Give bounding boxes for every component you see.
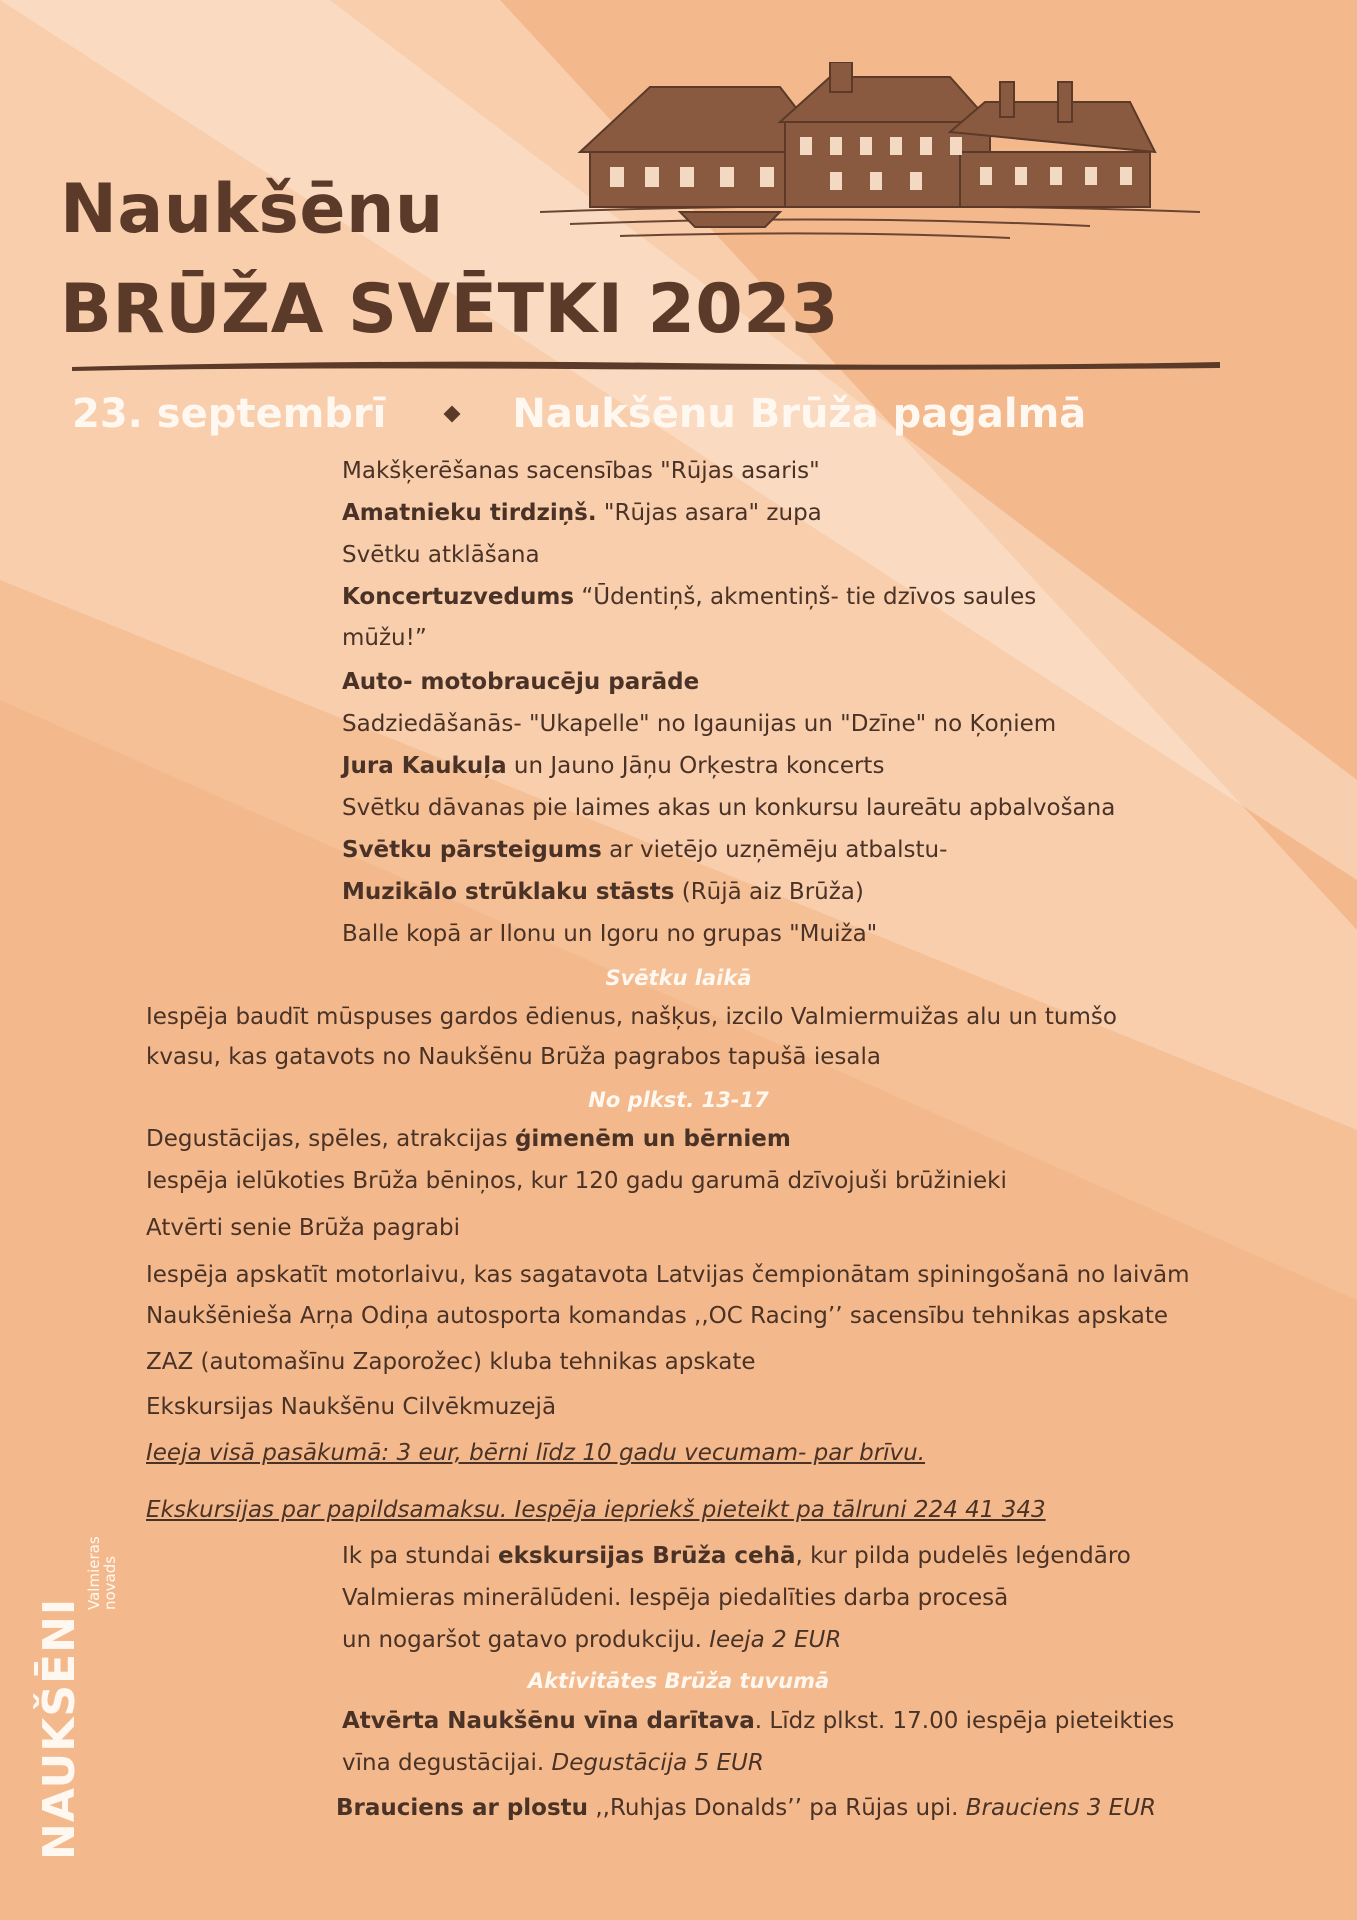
diamond-separator-icon [444,406,461,423]
price-note: Brauciens 3 EUR [965,1795,1157,1821]
schedule-text: "Rūjas asara" zupa [596,500,822,526]
schedule-description: Balle kopā ar Ilonu un Igoru no grupas "Muiža" [342,921,878,947]
section-heading-during: Svētku laikā [605,966,752,990]
logo-text: NAUKŠĒNI [34,1597,85,1860]
logo-sub-line: Valmieras [85,1536,103,1610]
activity-line [146,1124,791,1154]
schedule-description: Sadziedāšanās- "Ukapelle" no Igaunijas un "Dzīne" no Ķoņiem [342,711,1057,737]
schedule-description [342,835,947,865]
brush-stroke-divider [72,357,1220,375]
schedule-highlight: Auto- motobraucēju parāde [342,669,700,695]
schedule-description [336,1793,1156,1823]
schedule-text: , kur pilda pudelēs leģendāro [795,1543,1131,1569]
schedule-description [342,1625,841,1655]
activity-highlight: ģimenēm un bērniem [514,1126,791,1152]
title-line-2: BRŪŽA SVĒTKI 2023 [60,270,839,349]
schedule-highlight: Koncertuzvedums [342,584,575,610]
schedule-description [342,582,1036,612]
schedule-description [342,751,884,781]
brewery-building-illustration [530,62,1210,252]
section-heading-nearby: Aktivitātes Brūža tuvumā [527,1669,830,1693]
logo-sub-line: novads [101,1555,119,1610]
during-text-line: kvasu, kas gatavots no Naukšēnu Brūža pagrabos tapušā iesala [146,1044,881,1070]
price-note: Ieeja 2 EUR [709,1627,842,1653]
schedule-highlight: Muzikālo strūklaku stāsts [342,879,675,905]
activity-line: Iespēja apskatīt motorlaivu, kas sagatavota Latvijas čempionātam spiningošanā no laivām [146,1262,1190,1288]
schedule-text: un nogaršot gatavo produkciju. [342,1627,710,1653]
schedule-text: vīna degustācijai. [342,1750,552,1776]
schedule-text: mūžu!” [342,625,427,651]
schedule-description [342,498,822,528]
event-date-location [72,386,1302,442]
event-date: 23. septembrī [72,391,387,437]
schedule-text: ,,Ruhjas Donalds’’ pa Rūjas upi. [588,1795,966,1821]
event-location: Naukšēnu Brūža pagalmā [512,391,1087,437]
schedule-text: “Ūdentiņš, akmentiņš- tie dzīvos saules [574,584,1037,610]
schedule-highlight: Svētku pārsteigums [342,837,602,863]
title-line-1: Naukšēnu [60,170,444,249]
schedule-highlight: Brauciens ar plostu [336,1795,589,1821]
schedule-description [342,1541,1131,1571]
price-note: Degustācija 5 EUR [551,1750,764,1776]
logo-subtitle [86,1536,118,1610]
schedule-text: ar vietējo uzņēmēju atbalstu- [601,837,948,863]
activity-text: Degustācijas, spēles, atrakcijas [146,1126,515,1152]
activity-line: Atvērti senie Brūža pagrabi [146,1215,460,1241]
schedule-text: Ik pa stundai [342,1543,498,1569]
schedule-description: Svētku dāvanas pie laimes akas un konkursu laureātu apbalvošana [342,795,1116,821]
schedule-description: Svētku atklāšana [342,542,540,568]
schedule-highlight: Jura Kaukuļa [342,753,507,779]
schedule-text: un Jauno Jāņu Orķestra koncerts [506,753,885,779]
schedule-highlight: Amatnieku tirdziņš. [342,500,597,526]
schedule-description [342,667,699,697]
activity-line: ZAZ (automašīnu Zaporožec) kluba tehnikas apskate [146,1349,756,1375]
naukseni-logo [34,1490,119,1860]
schedule-highlight: ekskursijas Brūža cehā [497,1543,796,1569]
schedule-description [342,877,864,907]
schedule-text: (Rūjā aiz Brūža) [674,879,864,905]
schedule-highlight: Atvērta Naukšēnu vīna darītava [342,1708,755,1734]
schedule-description [342,1748,764,1778]
schedule-description [342,1706,1174,1736]
during-text-line: Iespēja baudīt mūspuses gardos ēdienus, našķus, izcilo Valmiermuižas alu un tumšo [146,1004,1117,1030]
section-heading-13-17: No plkst. 13-17 [588,1088,769,1112]
excursion-note: Ekskursijas par papildsamaksu. Iespēja iepriekš pieteikt pa tālruni 224 41 343 [146,1497,1046,1523]
schedule-text: Valmieras minerālūdeni. Iespēja piedalīties darba procesā [342,1585,1009,1611]
entry-fee-note: Ieeja visā pasākumā: 3 eur, bērni līdz 10 gadu vecumam- par brīvu. [146,1440,926,1466]
schedule-text: . Līdz plkst. 17.00 iespēja pieteikties [754,1708,1175,1734]
activity-line: Iespēja ielūkoties Brūža bēniņos, kur 120 gadu garumā dzīvojuši brūžinieki [146,1168,1007,1194]
schedule-description: Makšķerēšanas sacensības "Rūjas asaris" [342,458,820,484]
activity-line: Naukšēnieša Arņa Odiņa autosporta komandas ,,OC Racing’’ sacensību tehnikas apskate [146,1303,1169,1329]
activity-line: Ekskursijas Naukšēnu Cilvēkmuzejā [146,1394,557,1420]
